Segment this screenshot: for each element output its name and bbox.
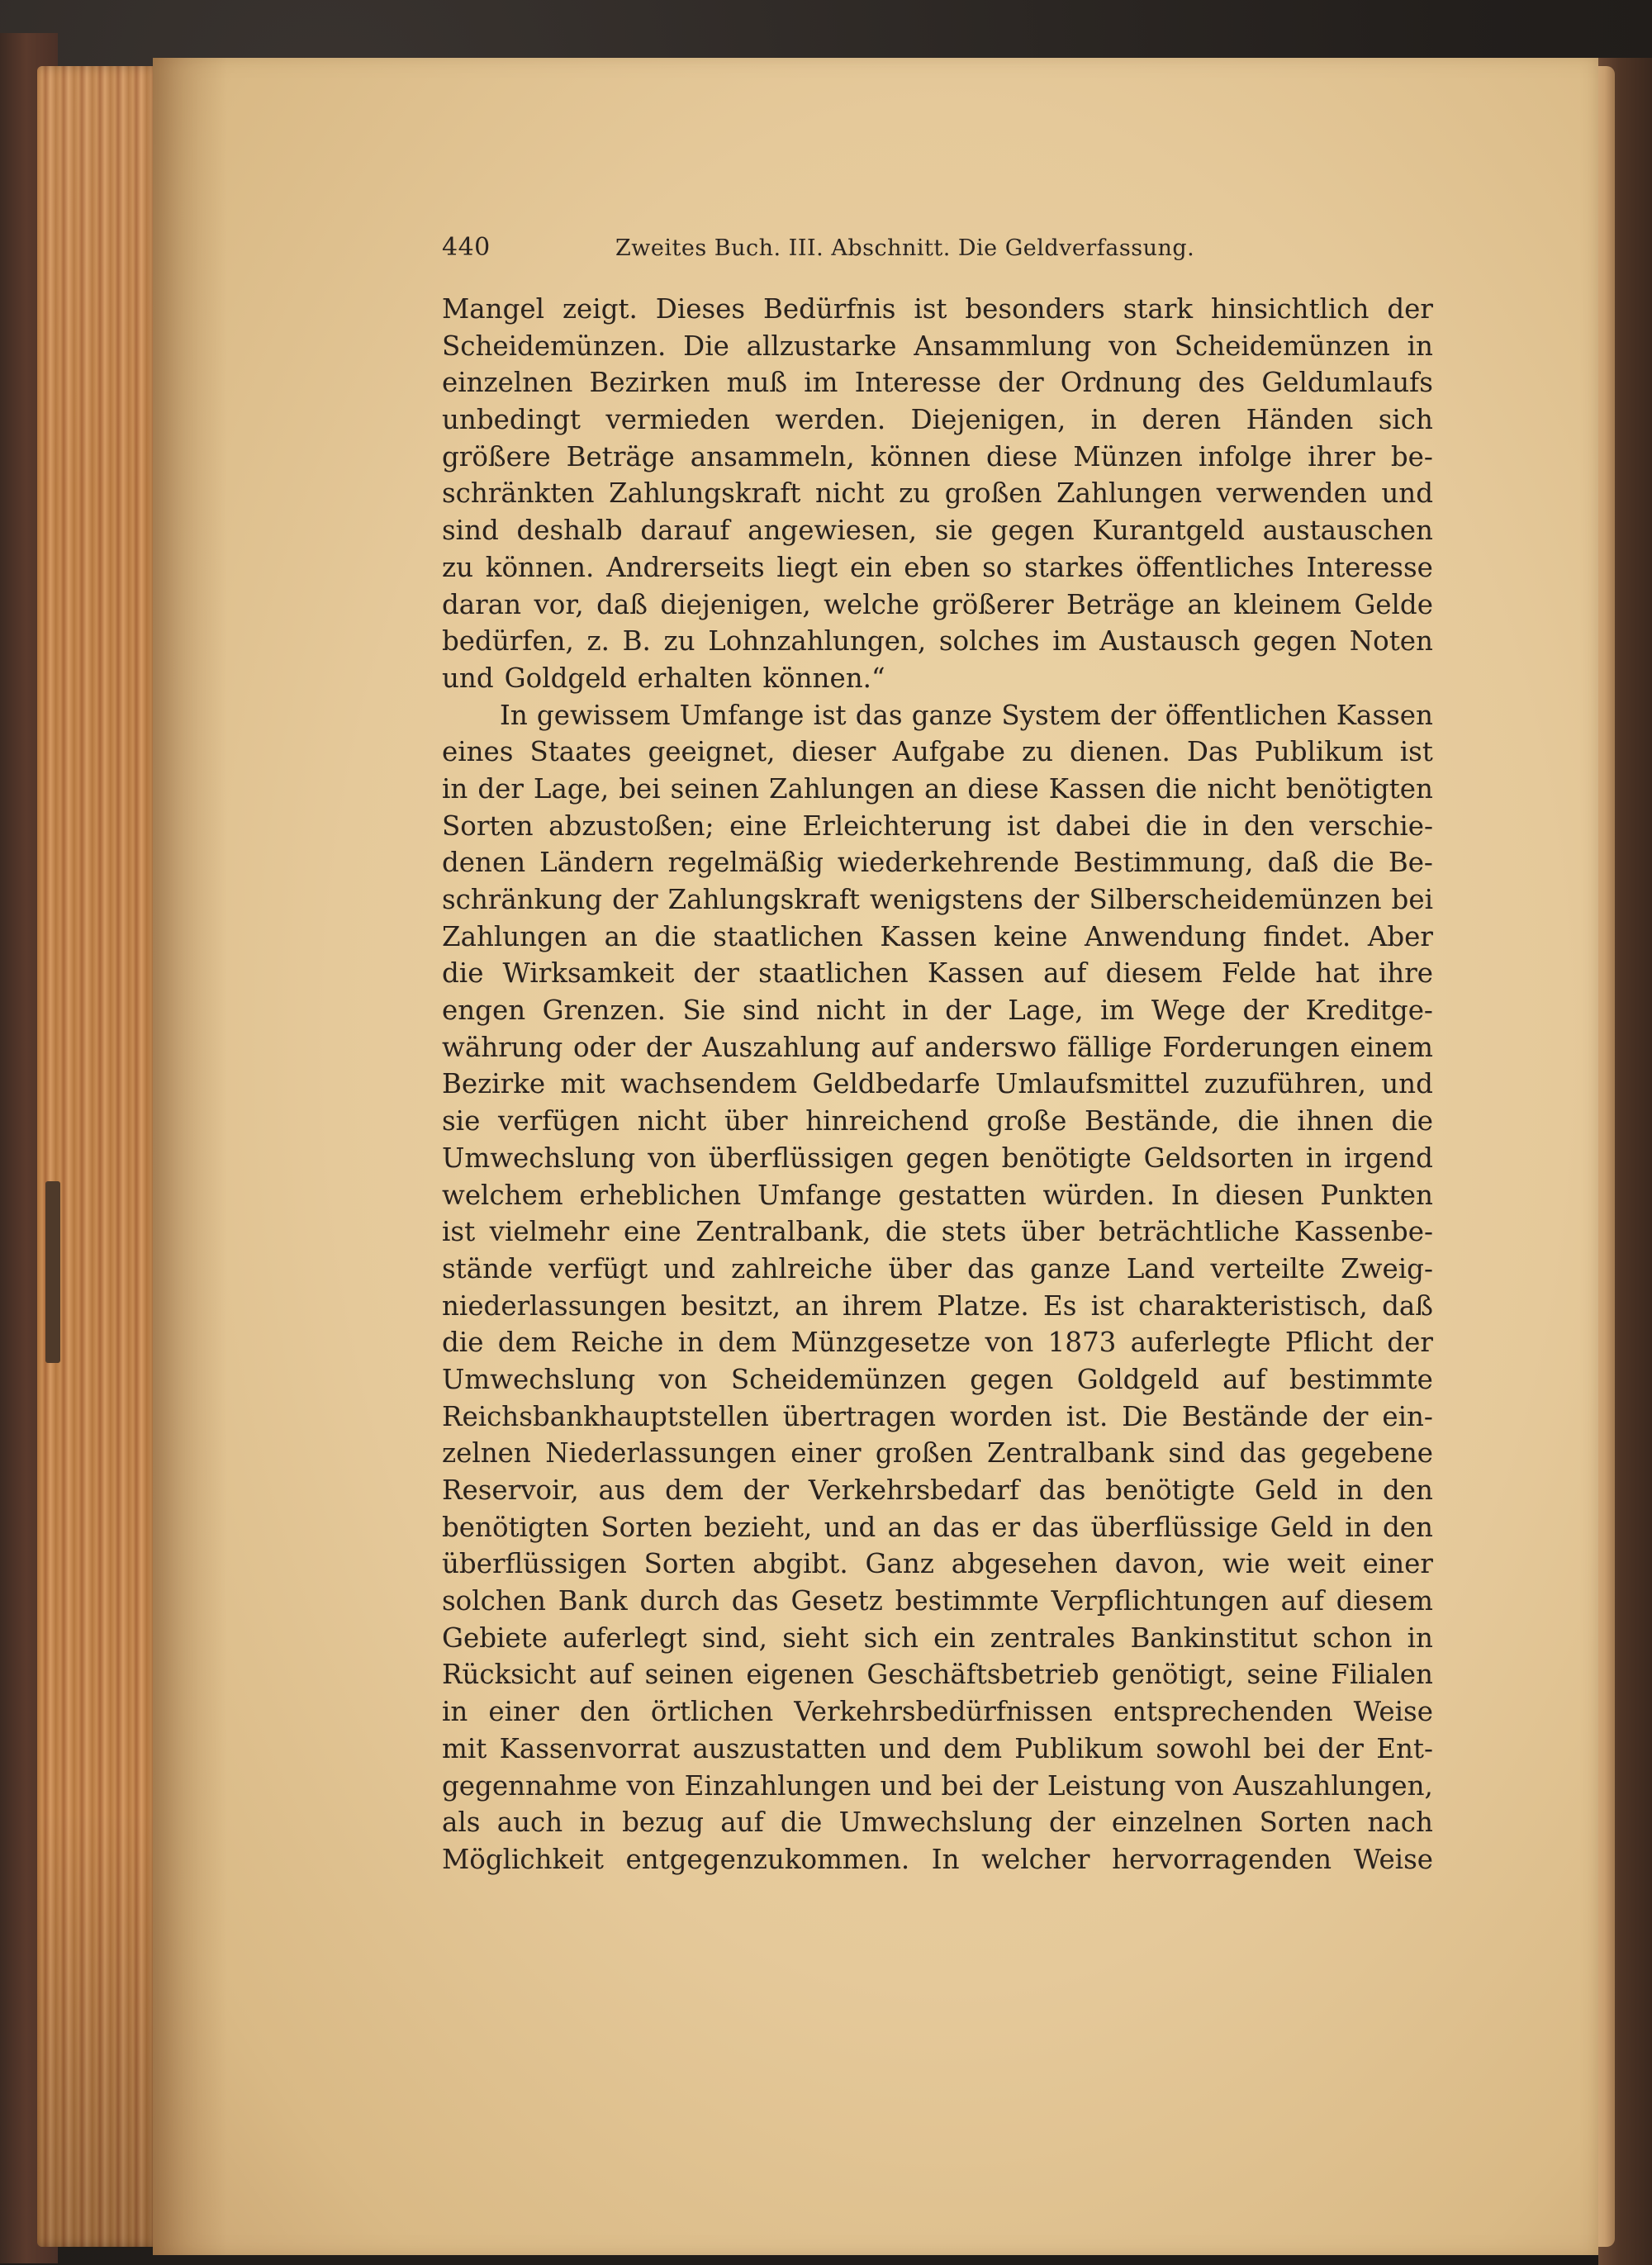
text-line: bedürfen, z. B. zu Lohnzahlungen, solches im Austausch gegen Noten	[442, 625, 1433, 658]
page-number: 440	[442, 233, 491, 262]
page-stack-clip	[45, 1181, 60, 1363]
text-line: die Wirksamkeit der staatlichen Kassen auf diesem Felde hat ihre	[442, 957, 1433, 990]
text-line: Zahlungen an die staatlichen Kassen keine Anwendung findet. Aber	[442, 920, 1433, 952]
text-line: überflüssigen Sorten abgibt. Ganz abgesehen davon, wie weit einer	[442, 1548, 1433, 1580]
text-line: sie verfügen nicht über hinreichend große Bestände, die ihnen die	[442, 1105, 1433, 1137]
text-line: solchen Bank durch das Gesetz bestimmte Verpflichtungen auf diesem	[442, 1585, 1433, 1617]
text-line: Reichsbankhauptstellen übertragen worden ist. Die Bestände der ein-	[442, 1400, 1433, 1432]
text-line: denen Ländern regelmäßig wiederkehrende Bestimmung, daß die Be-	[442, 847, 1433, 879]
text-line: unbedingt vermieden werden. Diejenigen, in deren Händen sich	[442, 404, 1433, 436]
page-header	[442, 233, 1247, 266]
text-line: Umwechslung von überflüssigen gegen benötigte Geldsorten in irgend	[442, 1142, 1433, 1174]
text-line: gegennahme von Einzahlungen und bei der Leistung von Auszahlungen,	[442, 1769, 1433, 1802]
text-line: Scheidemünzen. Die allzustarke Ansammlung von Scheidemünzen in	[442, 330, 1433, 362]
text-line: Umwechslung von Scheidemünzen gegen Goldgeld auf bestimmte	[442, 1363, 1433, 1395]
text-line: Möglichkeit entgegenzukommen. In welcher hervorragenden Weise	[442, 1843, 1433, 1875]
text-line: welchem erheblichen Umfange gestatten würden. In diesen Punkten	[442, 1179, 1433, 1211]
text-line: niederlassungen besitzt, an ihrem Platze. Es ist charakteristisch, daß	[442, 1289, 1433, 1322]
running-title: Zweites Buch. III. Abschnitt. Die Geldverfassung.	[615, 235, 1195, 261]
text-line: Mangel zeigt. Dieses Bedürfnis ist besonders stark hinsichtlich der	[442, 293, 1433, 325]
text-line: größere Beträge ansammeln, können diese Münzen infolge ihrer be-	[442, 440, 1433, 472]
text-line: schränkung der Zahlungskraft wenigstens der Silberscheidemünzen bei	[442, 884, 1433, 915]
text-line: eines Staates geeignet, dieser Aufgabe zu dienen. Das Publikum ist	[442, 736, 1433, 768]
text-line: Gebiete auferlegt sind, sieht sich ein zentrales Bankinstitut schon in	[442, 1622, 1433, 1654]
text-line: Sorten abzustoßen; eine Erleichterung ist dabei die in den verschie-	[442, 810, 1433, 842]
text-line: benötigten Sorten bezieht, und an das er das überflüssige Geld in den	[442, 1511, 1433, 1543]
text-line: Rücksicht auf seinen eigenen Geschäftsbetrieb genötigt, seine Filialen	[442, 1659, 1433, 1691]
text-line: zu können. Andrerseits liegt ein eben so starkes öffentliches Interesse	[442, 551, 1433, 583]
text-line: engen Grenzen. Sie sind nicht in der Lage, im Wege der Kreditge-	[442, 995, 1433, 1027]
text-line: zelnen Niederlassungen einer großen Zentralbank sind das gegebene	[442, 1437, 1433, 1470]
text-line: Bezirke mit wachsendem Geldbedarfe Umlaufsmittel zuzuführen, und	[442, 1068, 1433, 1100]
text-line: ist vielmehr eine Zentralbank, die stets über beträchtliche Kassenbe-	[442, 1216, 1433, 1248]
text-line: stände verfügt und zahlreiche über das ganze Land verteilte Zweig-	[442, 1252, 1433, 1284]
text-line: einzelnen Bezirken muß im Interesse der Ordnung des Geldumlaufs	[442, 367, 1433, 399]
gutter-shadow	[153, 58, 227, 2255]
text-line: in der Lage, bei seinen Zahlungen an diese Kassen die nicht benötigten	[442, 772, 1433, 805]
text-line: mit Kassenvorrat auszustatten und dem Publikum sowohl bei der Ent-	[442, 1732, 1433, 1764]
text-line: als auch in bezug auf die Umwechslung der einzelnen Sorten nach	[442, 1807, 1433, 1839]
text-line: und Goldgeld erhalten können.“	[442, 662, 885, 694]
page-stack-shading	[37, 66, 161, 2247]
text-line: schränkten Zahlungskraft nicht zu großen Zahlungen verwenden und	[442, 477, 1433, 510]
text-line: daran vor, daß diejenigen, welche größerer Beträge an kleinem Gelde	[442, 588, 1433, 620]
text-line: die dem Reiche in dem Münzgesetze von 1873 auferlegte Pflicht der	[442, 1327, 1433, 1359]
text-line: In gewissem Umfange ist das ganze System der öffentlichen Kassen	[500, 699, 1433, 731]
text-line: währung oder der Auszahlung auf anderswo fällige Forderungen einem	[442, 1031, 1433, 1063]
body-text	[442, 291, 1433, 1878]
text-line: sind deshalb darauf angewiesen, sie gegen Kurantgeld austauschen	[442, 515, 1433, 547]
text-line: in einer den örtlichen Verkehrsbedürfnissen entsprechenden Weise	[442, 1696, 1433, 1728]
text-line: Reservoir, aus dem der Verkehrsbedarf das benötigte Geld in den	[442, 1474, 1433, 1506]
